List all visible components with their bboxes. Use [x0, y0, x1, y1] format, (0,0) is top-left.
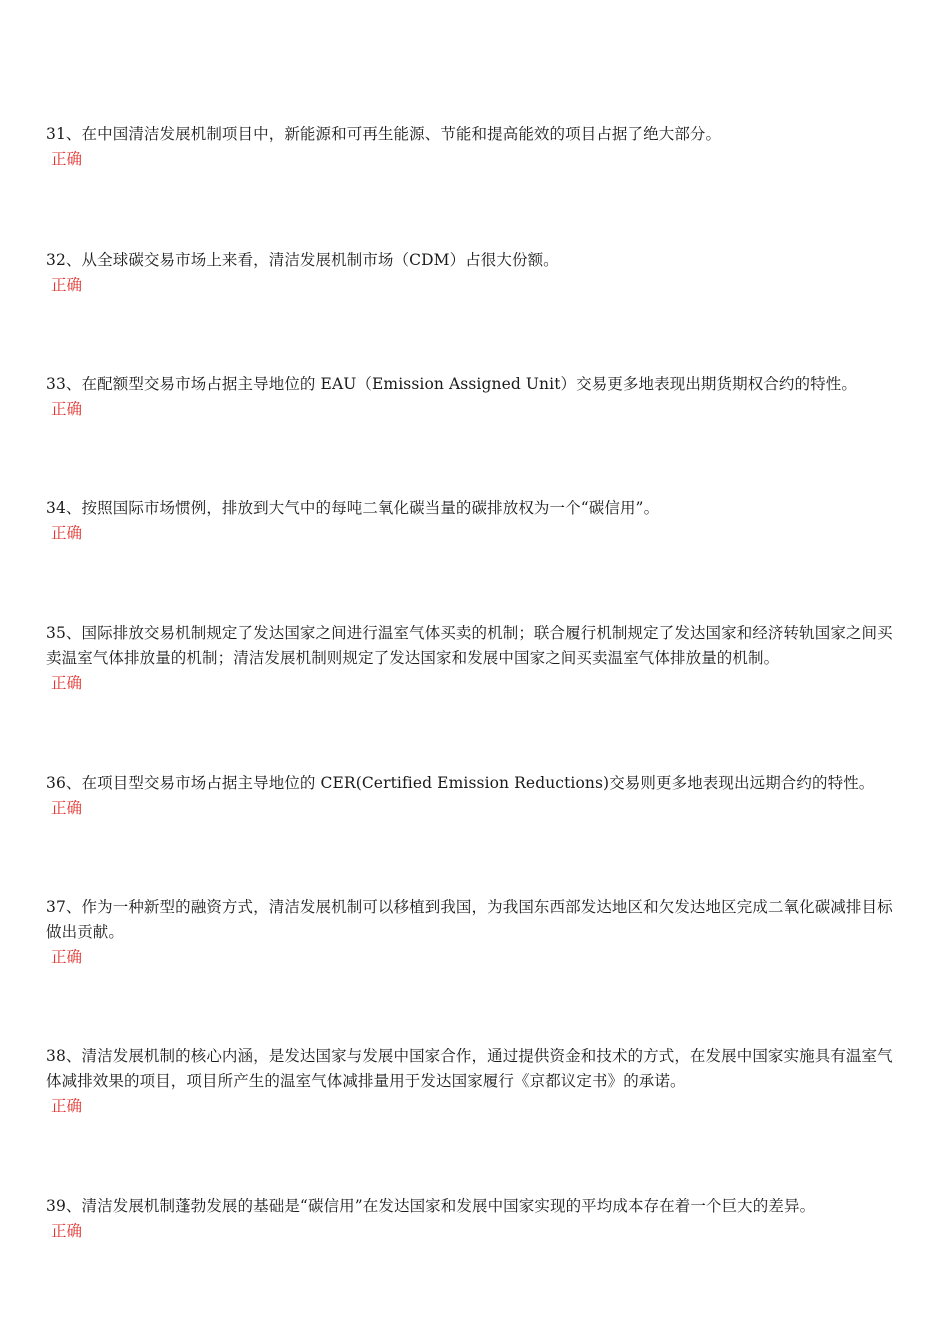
question-34	[46, 496, 908, 546]
question-31	[46, 122, 908, 172]
question-text: 33、在配额型交易市场占据主导地位的 EAU（Emission Assigned Unit）交易更多地表现出期货期权合约的特性。	[46, 375, 857, 393]
answer-label: 正确	[51, 524, 83, 542]
question-38	[46, 1044, 908, 1119]
answer-label: 正确	[51, 276, 83, 294]
question-text: 36、在项目型交易市场占据主导地位的 CER(Certified Emission Reductions)交易则更多地表现出远期合约的特性。	[46, 774, 875, 792]
question-text: 31、在中国清洁发展机制项目中，新能源和可再生能源、节能和提高能效的项目占据了绝大部分。	[46, 125, 722, 143]
question-33	[46, 372, 908, 422]
answer-label: 正确	[51, 1222, 83, 1240]
answer-label: 正确	[51, 948, 83, 966]
question-text: 35、国际排放交易机制规定了发达国家之间进行温室气体买卖的机制；联合履行机制规定了发达国家和经济转轨国家之间买卖温室气体排放量的机制；清洁发展机制则规定了发达国家和发展中国家之间买卖温室气体排放量的机制。	[46, 624, 893, 667]
answer-label: 正确	[51, 674, 83, 692]
answer-label: 正确	[51, 799, 83, 817]
question-text: 32、从全球碳交易市场上来看，清洁发展机制市场（CDM）占很大份额。	[46, 251, 559, 269]
question-text: 34、按照国际市场惯例，排放到大气中的每吨二氧化碳当量的碳排放权为一个“碳信用”。	[46, 499, 660, 517]
question-text: 38、清洁发展机制的核心内涵，是发达国家与发展中国家合作，通过提供资金和技术的方式，在发展中国家实施具有温室气体减排效果的项目，项目所产生的温室气体减排量用于发达国家履行《京都议定书》的承诺。	[46, 1047, 893, 1090]
question-35	[46, 621, 908, 696]
question-text: 39、清洁发展机制蓬勃发展的基础是“碳信用”在发达国家和发展中国家实现的平均成本存在着一个巨大的差异。	[46, 1197, 816, 1215]
question-39	[46, 1194, 908, 1244]
answer-label: 正确	[51, 400, 83, 418]
question-37	[46, 895, 908, 970]
answer-label: 正确	[51, 1097, 83, 1115]
question-text: 37、作为一种新型的融资方式，清洁发展机制可以移植到我国，为我国东西部发达地区和欠发达地区完成二氧化碳减排目标做出贡献。	[46, 898, 893, 941]
answer-label: 正确	[51, 150, 83, 168]
question-36	[46, 771, 908, 821]
question-32	[46, 248, 908, 298]
